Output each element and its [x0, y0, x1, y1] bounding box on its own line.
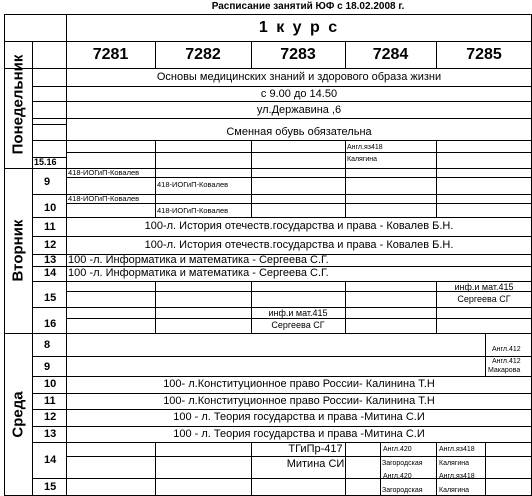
day-label-tuesday: Вторник — [9, 219, 27, 282]
monday-period-label: 15.16 — [34, 157, 57, 167]
wednesday-period-14: 14 — [44, 454, 57, 466]
monday-lesson-line1: Основы медицинских знаний и здорового образа жизни — [156, 71, 442, 83]
tuesday-period-14: 14 — [44, 267, 57, 279]
wednesday-14-english-room-a: Англ.420 — [383, 446, 412, 453]
schedule-title: Расписание занятий ЮФ с 18.02.2008 г. — [211, 1, 405, 12]
tuesday-11-lecture: 100-л. История отечеств.государства и права - Ковалев Б.Н. — [144, 220, 454, 232]
tuesday-9-group-7282: 418-ИОГиП-Ковалев — [157, 180, 229, 189]
tuesday-period-10: 10 — [44, 202, 57, 214]
wednesday-15-english-room-a: Англ.420 — [383, 473, 412, 480]
wednesday-14-tgip-teacher: Митина СИ — [286, 458, 345, 470]
wednesday-period-11: 11 — [44, 395, 56, 407]
tuesday-period-15: 15 — [44, 292, 57, 304]
tuesday-period-12: 12 — [44, 239, 57, 251]
monday-english-room: Англ.яз418 — [347, 144, 383, 151]
group-header-7285: 7285 — [466, 46, 502, 63]
tuesday-10-group-7281: 418-ИОГиП-Ковалев — [68, 194, 140, 203]
tuesday-period-13: 13 — [44, 254, 57, 266]
group-header-7283: 7283 — [280, 46, 316, 63]
tuesday-13-lecture: 100 -л. Информатика и математика - Сергеева С.Г. — [68, 254, 329, 266]
wednesday-14-english-teacher-b: Калягина — [439, 460, 470, 467]
wednesday-8-english: Англ.412 — [492, 346, 521, 353]
wednesday-period-10: 10 — [44, 378, 57, 390]
tuesday-16-room: инф.и мат.415 — [268, 308, 328, 318]
wednesday-15-english-room-b: Англ.яз418 — [439, 473, 475, 480]
wednesday-14-english-room-b: Англ.яз418 — [439, 446, 475, 453]
wednesday-10-lecture: 100- л.Конституционное право России- Калинина Т.Н — [163, 378, 435, 390]
wednesday-14-english-teacher-a: Загородская — [382, 460, 423, 467]
wednesday-9-english-room: Англ.412 — [492, 358, 521, 365]
tuesday-period-9: 9 — [44, 176, 51, 188]
wednesday-13-lecture: 100 - л. Теория государства и права -Митина С.И — [173, 428, 425, 440]
wednesday-15-english-teacher-a: Загородская — [382, 487, 423, 494]
wednesday-11-lecture: 100- л.Конституционное право России- Калинина Т.Н — [163, 395, 435, 407]
wednesday-14-tgip-room: ТГиПр-417 — [288, 443, 343, 455]
monday-lesson-line4: Сменная обувь обязательна — [226, 126, 372, 138]
monday-lesson-line2: с 9.00 до 14.50 — [260, 88, 338, 100]
wednesday-15-english-teacher-b: Калягина — [439, 487, 470, 494]
tuesday-15-room: инф.и мат.415 — [454, 282, 514, 292]
wednesday-period-12: 12 — [44, 411, 57, 423]
wednesday-period-15: 15 — [44, 481, 57, 493]
wednesday-9-english-teacher: Макарова — [488, 367, 521, 374]
wednesday-period-8: 8 — [44, 339, 51, 351]
tuesday-14-lecture: 100 -л. Информатика и математика - Сергеева С.Г. — [68, 267, 329, 279]
wednesday-period-13: 13 — [44, 428, 57, 440]
day-label-wednesday: Среда — [9, 391, 27, 438]
tuesday-period-11: 11 — [44, 221, 56, 233]
monday-lesson-line3: ул.Державина ,6 — [256, 104, 342, 116]
tuesday-9-group-7281: 418-ИОГиП-Ковалев — [68, 168, 140, 177]
tuesday-15-teacher: Сергеева СГ — [457, 294, 511, 304]
wednesday-period-9: 9 — [44, 361, 51, 373]
tuesday-period-16: 16 — [44, 318, 57, 330]
course-header: 1 к у р с — [258, 19, 340, 36]
monday-english-teacher: Калягина — [347, 156, 378, 163]
wednesday-12-lecture: 100 - л. Теория государства и права -Митина С.И — [173, 411, 425, 423]
tuesday-16-teacher: Сергеева СГ — [271, 320, 325, 330]
group-header-7281: 7281 — [92, 46, 129, 63]
day-label-monday: Понедельник — [9, 54, 27, 155]
tuesday-10-group-7282: 418-ИОГиП-Ковалев — [157, 206, 229, 215]
tuesday-12-lecture: 100-л. История отечеств.государства и права - Ковалев Б.Н. — [144, 239, 454, 251]
group-header-7284: 7284 — [372, 46, 409, 63]
group-header-7282: 7282 — [185, 46, 221, 63]
